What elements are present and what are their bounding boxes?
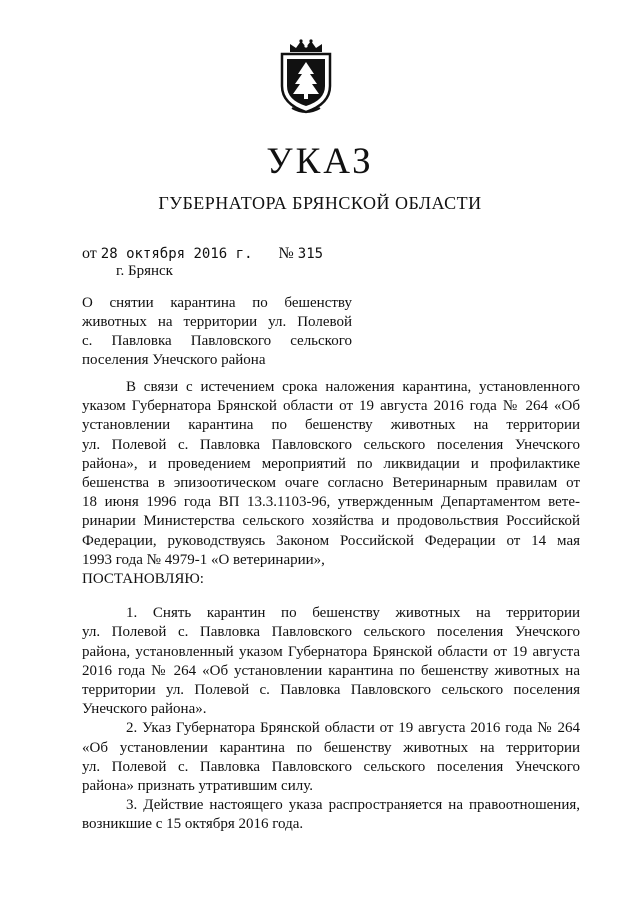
- item-2: [82, 719, 580, 796]
- subject-line: с. Павловка Павловского сельского: [82, 333, 352, 349]
- subject-line: О снятии карантина по бешенству: [82, 295, 352, 311]
- subject-line: поселения Унечского района: [82, 352, 266, 368]
- body-line: В связи с истечением срока наложения карантина, установленного: [126, 379, 580, 395]
- body-line: установлении карантина по бешенству животных на территории: [82, 417, 580, 434]
- subject-line: животных на территории ул. Полевой: [82, 314, 352, 330]
- body-line: территории ул. Полевой с. Павловка Павловского сельского поселения: [82, 682, 580, 699]
- city: г. Брянск: [116, 263, 173, 279]
- date-prefix: от: [82, 245, 97, 262]
- body-line: района», и проведением мероприятий по ликвидации и профилактике: [82, 455, 580, 472]
- decree-number: 315: [297, 246, 324, 262]
- body-line: указом Губернатора Брянской области от 19 августа 2016 года № 264 «Об: [82, 398, 580, 415]
- body-line: района, установленный указом Губернатора Брянской области от 19 августа: [82, 643, 580, 660]
- body-line: ул. Полевой с. Павловка Павловского сельского поселения Унечского: [82, 758, 580, 775]
- decree-subject: [82, 294, 352, 370]
- body-line: 2. Указ Губернатора Брянской области от 19 августа 2016 года № 264: [126, 720, 580, 737]
- body-line: Федерации, руководствуясь Законом Российской Федерации от 14 мая: [82, 532, 580, 549]
- body-line: ул. Полевой с. Павловка Павловского сельского поселения Унечского: [82, 436, 580, 453]
- body-line: района» признать утратившим силу.: [82, 778, 313, 795]
- coat-of-arms-icon: [276, 38, 336, 116]
- body-line: возникшие с 15 октября 2016 года.: [82, 816, 304, 833]
- body-line: «Об установлении карантина по бешенству животных на территории: [82, 739, 580, 756]
- body-line: 18 июня 1996 года ВП 13.3.1103-96, утвержденным Департаментом вете-: [82, 494, 580, 511]
- decree-body: [82, 378, 580, 835]
- body-line: 1. Снять карантин по бешенству животных на территории: [126, 605, 580, 622]
- decree-date: 28 октября 2016 г.: [100, 246, 253, 262]
- body-line: Унечского района».: [82, 701, 207, 718]
- body-line: ул. Полевой с. Павловка Павловского сельского поселения Унечского: [82, 624, 580, 641]
- paragraph-spacer: [82, 589, 580, 604]
- date-number-line: [82, 244, 323, 264]
- body-line: 3. Действие настоящего указа распространяется на правоотношения,: [126, 797, 580, 814]
- body-line: бешенства в эпизоотическом очаге согласно Ветеринарным правилам от: [82, 475, 580, 492]
- document-subtitle: ГУБЕРНАТОРА БРЯНСКОЙ ОБЛАСТИ: [158, 193, 482, 213]
- number-prefix: №: [278, 245, 294, 262]
- document-title: УКАЗ: [266, 141, 374, 182]
- body-line: 2016 года № 264 «Об установлении карантина по бешенству животных на: [82, 662, 580, 679]
- body-line: 1993 года № 4979-1 «О ветеринарии»,: [82, 551, 325, 568]
- item-1: [82, 604, 580, 719]
- body-line: ринарии Министерства сельского хозяйства и продовольствия Российской: [82, 513, 580, 530]
- preamble-paragraph: [82, 378, 580, 589]
- item-3: [82, 796, 580, 834]
- decree-word: ПОСТАНОВЛЯЮ:: [82, 571, 204, 588]
